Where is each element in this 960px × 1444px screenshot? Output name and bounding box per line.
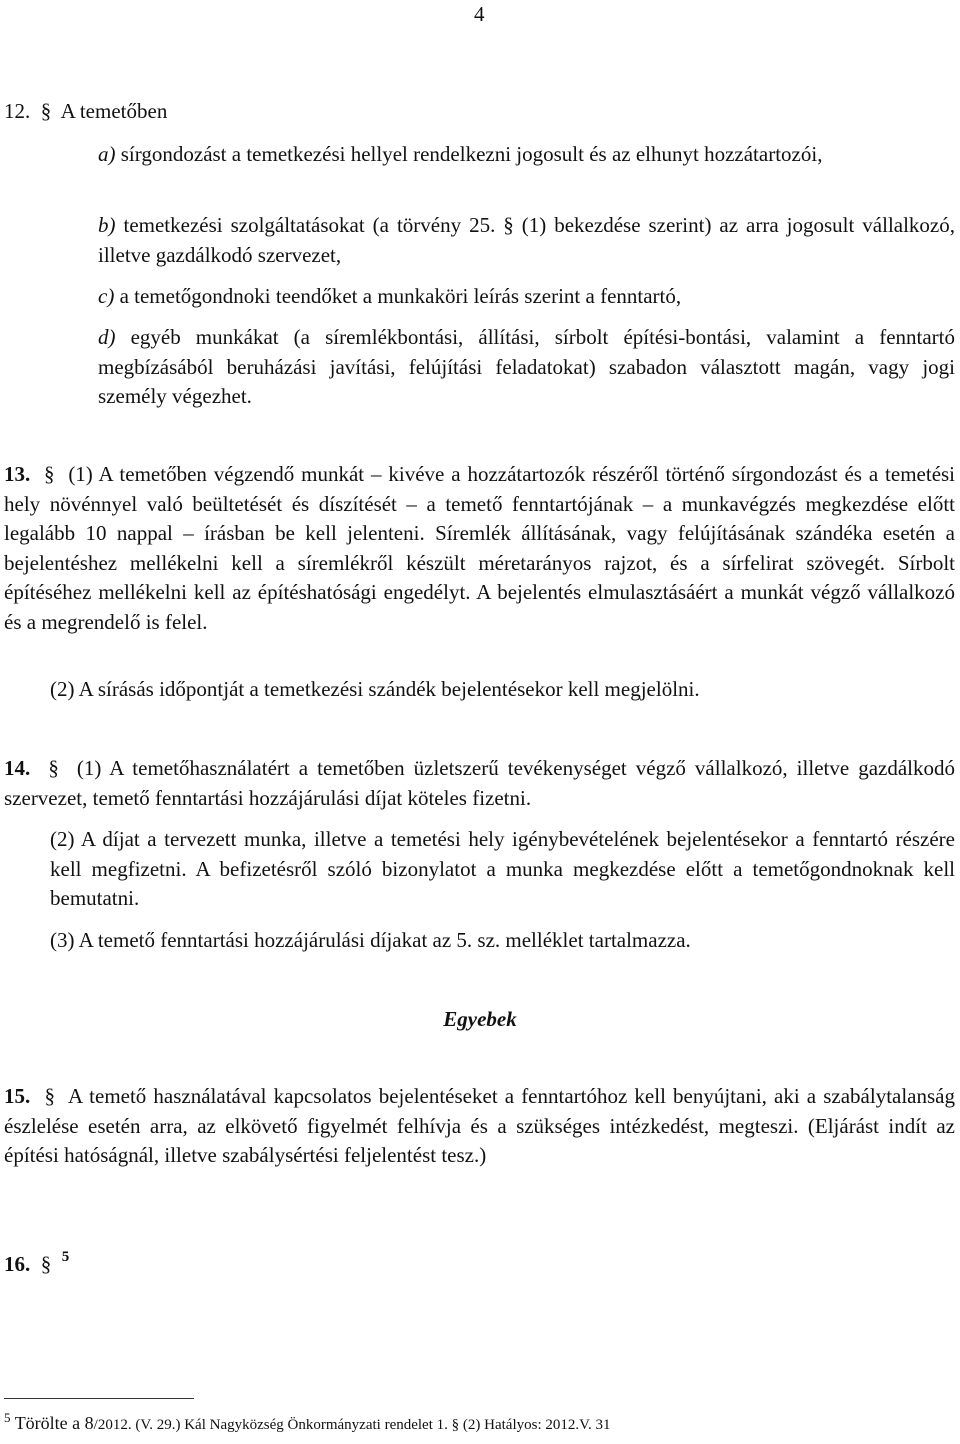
section-13-paragraph-2 [50,675,955,705]
list-item-b [98,211,955,270]
item-label: b) [98,213,116,237]
paragraph-sign: § [48,756,59,780]
footnote-reference[interactable]: 5 [61,1249,70,1265]
footnote [4,1410,611,1435]
section-13-paragraph-1 [4,460,955,637]
section-16-heading [4,1250,69,1280]
paragraph-text: (3) A temető fenntartási hozzájárulási díjakat az 5. sz. melléklet tartalmazza. [50,928,691,952]
section-number: 16. [4,1252,31,1276]
section-15-paragraph [4,1082,955,1171]
paragraph-text: (2) A díjat a tervezett munka, illetve a temetési hely igénybevételének bejelentésekor a fenntartó részére kell megfizetni. A befizetésről szóló bizonylatot a munka megkezdése előtt a temetőgondnoknak kell bemutatni. [50,827,955,910]
item-text: temetkezési szolgáltatásokat (a törvény 25. § (1) bekezdése szerint) az arra jogosult vállalkozó, illetve gazdálkodó szervezet, [98,213,956,267]
list-item-c [98,282,955,312]
section-14-paragraph-2 [50,825,955,914]
section-14-paragraph-3 [50,926,955,956]
section-title: A temetőben [60,99,168,123]
section-heading-egyebek: Egyebek [443,1007,517,1031]
section-number: 13. [4,462,31,486]
list-item-d [98,323,955,412]
footnote-divider [4,1398,194,1399]
item-text: a temetőgondnoki teendőket a munkaköri leírás szerint a fenntartó, [119,284,682,308]
item-label: d) [98,325,116,349]
footnote-mark: 5 [4,1410,11,1425]
paragraph-sign: § [40,1252,52,1276]
paragraph-text: A temető használatával kapcsolatos bejelentéseket a fenntartóhoz kell benyújtani, aki a szabálytalanság észlelése esetén arra, az elkövető figyelmét felhívja és a szükséges intézkedést, megteszi. (Eljárást indít az építési hatóságnál, illetve szabálysértési feljelentést tesz.) [4,1084,955,1167]
paragraph-text: (1) A temetőben végzendő munkát – kivéve a hozzátartozók részéről történő sírgondozást és a temetési hely növénnyel való beültetését és díszítését – a temető fenntartójának – a munkavégzés megkezdése előtt legalább 10 nappal – írásban be kell jelenteni. Síremlék állításának, vagy felújításának szándéka esetén a bejelentéshez mellékelni kell a síremlékről készült méretarányos rajzot, és a sírfelirat szövegét. Sírbolt építéséhez mellékelni kell az építéshatósági engedélyt. A bejelentés elmulasztásáért a munkát végző vállalkozó és a megrendelő is felel. [4,462,956,634]
paragraph-text: (2) A sírásás időpontját a temetkezési szándék bejelentésekor kell megjelölni. [50,677,700,701]
paragraph-sign: § [44,1084,55,1108]
footnote-text: /2012. (V. 29.) Kál Nagyközség Önkormányzati rendelet 1. § (2) Hatályos: 2012.V. 31 [93,1417,611,1433]
item-text: egyéb munkákat (a síremlékbontási, állítási, sírbolt építési-bontási, valamint a fenntartó megbízásából beruházási javítási, felújítási feladatokat) szabadon választott magán, vagy jogi személy végezhet. [98,325,955,408]
paragraph-sign: § [44,462,55,486]
paragraph-sign: § [40,99,52,123]
list-item-a [98,140,955,170]
footnote-lead: Törölte a 8 [14,1413,94,1433]
section-14-paragraph-1 [4,754,955,813]
section-number: 14. [4,756,31,780]
item-label: a) [98,142,116,166]
item-label: c) [98,284,115,308]
section-number: 12. [4,99,31,123]
item-text: sírgondozást a temetkezési hellyel rendelkezni jogosult és az elhunyt hozzátartozói, [120,142,823,166]
paragraph-text: (1) A temetőhasználatért a temetőben üzletszerű tevékenységet végző vállalkozó, illetve gazdálkodó szervezet, temető fenntartási hozzájárulási díjat köteles fizetni. [4,756,955,810]
section-12-heading [4,97,167,127]
section-number: 15. [4,1084,31,1108]
page-number: 4 [474,2,485,26]
